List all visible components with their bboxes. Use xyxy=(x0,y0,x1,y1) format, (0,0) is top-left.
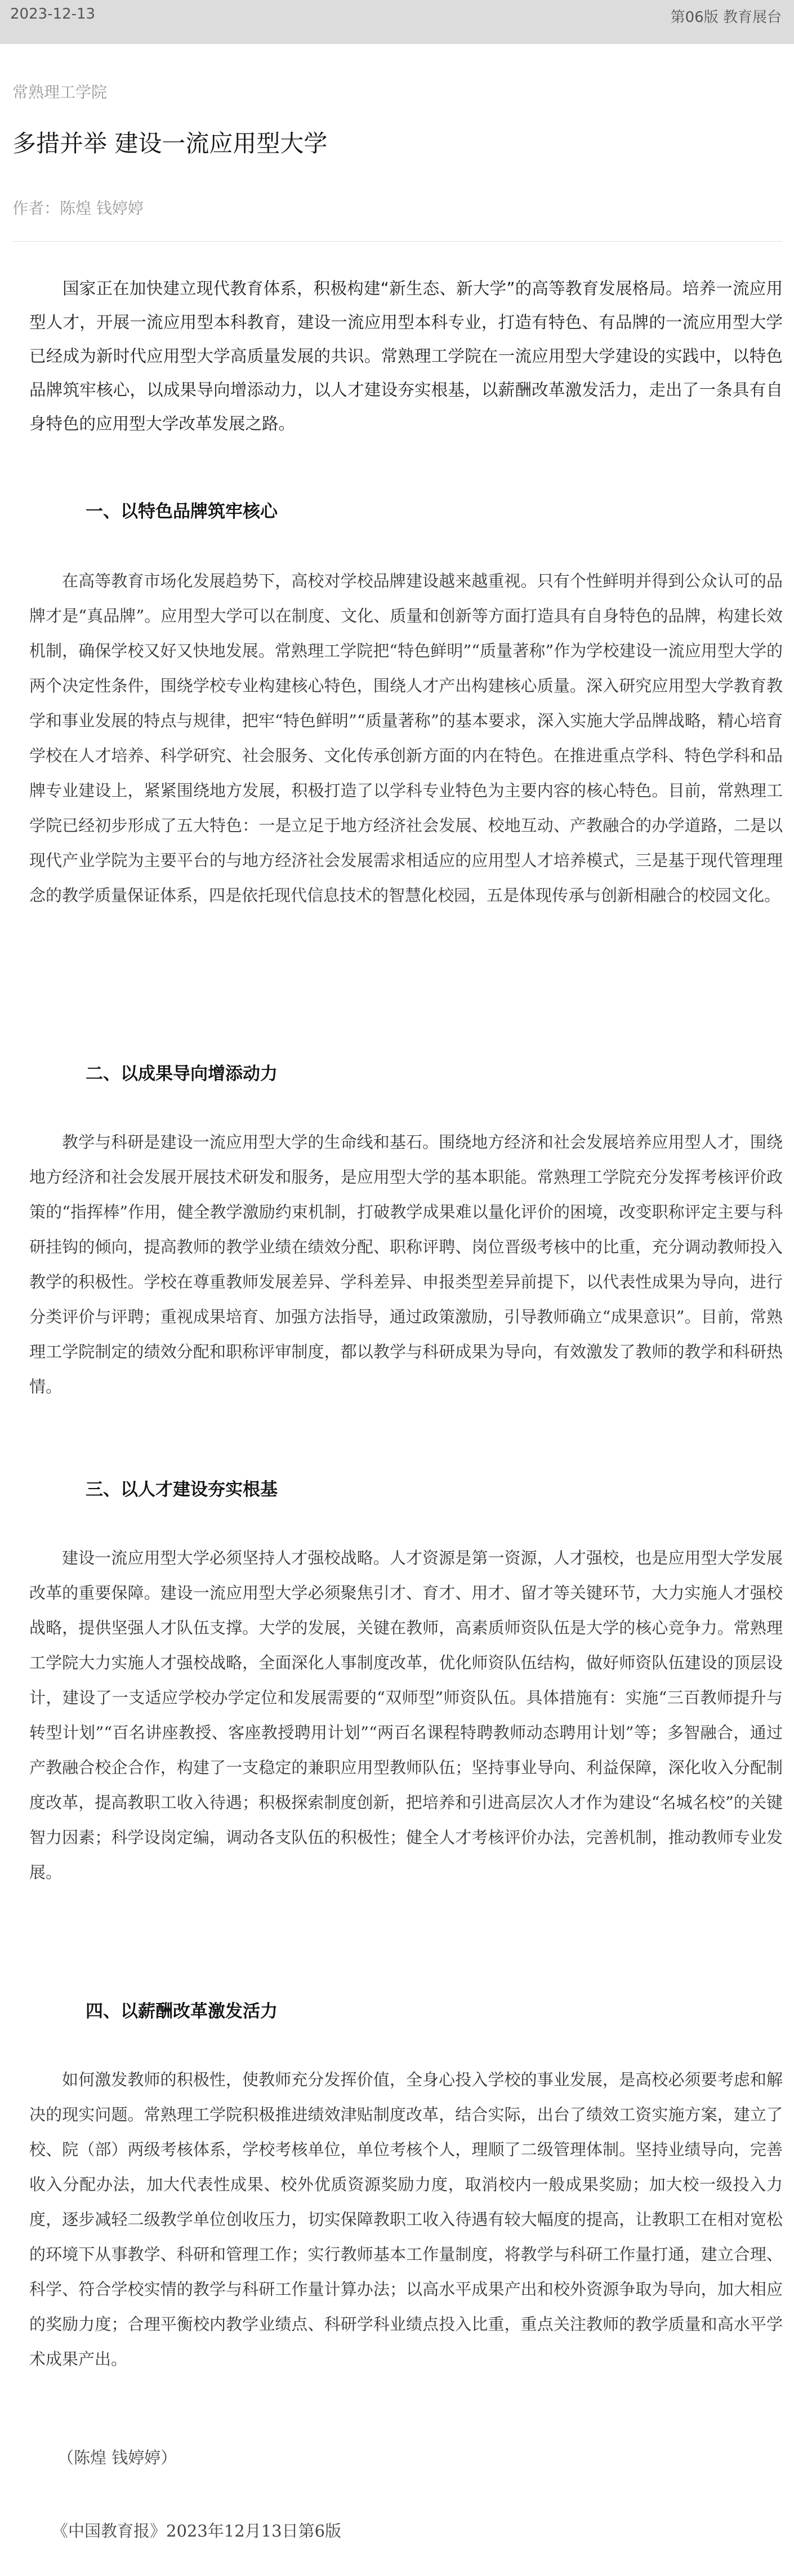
article-source: 常熟理工学院 xyxy=(12,83,108,101)
section-body-2: 教学与科研是建设一流应用型大学的生命线和基石。围绕地方经济和社会发展培养应用型人才，围绕地方经济和社会发展开展技术研发和服务，是应用型大学的基本职能。常熟理工学院充分发挥考核评价政策的“指挥棒”作用，健全教学激励约束机制，打破教学成果难以量化评价的困境，改变职称评定主要与科研挂钩的倾向，提高教师的教学业绩在绩效分配、职称评聘、岗位晋级考核中的比重，充分调动教师投入教学的积极性。学校在尊重教师发展差异、学科差异、申报类型差异前提下，以代表性成果为导向，进行分类评价与评聘；重视成果培育、加强方法指导，通过政策激励，引导教师确立“成果意识”。目前，常熟理工学院制定的绩效分配和职称评审制度，都以教学与科研成果为导向，有效激发了教师的教学和科研热情。 xyxy=(29,1132,783,1396)
section-heading-3: 三、以人才建设夯实根基 xyxy=(86,1480,278,1500)
section-body-4: 如何激发教师的积极性，使教师充分发挥价值，全身心投入学校的事业发展，是高校必须要考虑和解决的现实问题。常熟理工学院积极推进绩效津贴制度改革，结合实际，出台了绩效工资实施方案，建立了校、院（部）两级考核体系，学校考核单位，单位考核个人，理顺了二级管理体制。坚持业绩导向，完善收入分配办法，加大代表性成果、校外优质资源奖励力度，取消校内一般成果奖励；加大校一级投入力度，逐步减轻二级教学单位创收压力，切实保障教职工收入待遇有较大幅度的提高，让教职工在相对宽松的环境下从事教学、科研和管理工作；实行教师基本工作量制度，将教学与科研工作量打通，建立合理、科学、符合学校实情的教学与科研工作量计算办法；以高水平成果产出和校外资源争取为导向，加大相应的奖励力度；合理平衡校内教学业绩点、科研学科业绩点投入比重，重点关注教师的教学质量和高水平学术成果产出。 xyxy=(29,2070,783,2369)
section-body-1: 在高等教育市场化发展趋势下，高校对学校品牌建设越来越重视。只有个性鲜明并得到公众认可的品牌才是“真品牌”。应用型大学可以在制度、文化、质量和创新等方面打造具有自身特色的品牌，构建长效机制，确保学校又好又快地发展。常熟理工学院把“特色鲜明”“质量著称”作为学校建设一流应用型大学的两个决定性条件，围绕学校专业构建核心特色，围绕人才产出构建核心质量。深入研究应用型大学教育教学和事业发展的特点与规律，把牢“特色鲜明”“质量著称”的基本要求，深入实施大学品牌战略，精心培育学校在人才培养、科学研究、社会服务、文化传承创新方面的内在特色。在推进重点学科、特色学科和品牌专业建设上，紧紧围绕地方发展，积极打造了以学科专业特色为主要内容的核心特色。目前，常熟理工学院已经初步形成了五大特色：一是立足于地方经济社会发展、校地互动、产教融合的办学道路，二是以现代产业学院为主要平台的与地方经济社会发展需求相适应的应用型人才培养模式，三是基于现代管理理念的教学质量保证体系，四是依托现代信息技术的智慧化校园，五是体现传承与创新相融合的校园文化。 xyxy=(29,571,783,905)
section-heading-2: 二、以成果导向增添动力 xyxy=(86,1064,278,1084)
newspaper-header-bar xyxy=(0,0,794,44)
article-author: 作者：陈煌 钱婷婷 xyxy=(12,199,144,217)
section-body-3: 建设一流应用型大学必须坚持人才强校战略。人才资源是第一资源，人才强校，也是应用型大学发展改革的重要保障。建设一流应用型大学必须聚焦引才、育才、用才、留才等关键环节，大力实施人才强校战略，提供坚强人才队伍支撑。大学的发展，关键在教师，高素质师资队伍是大学的核心竞争力。常熟理工学院大力实施人才强校战略，全面深化人事制度改革，优化师资队伍结构，做好师资队伍建设的顶层设计，建设了一支适应学校办学定位和发展需要的“双师型”师资队伍。具体措施有：实施“三百教师提升与转型计划”“百名讲座教授、客座教授聘用计划”“两百名课程特聘教师动态聘用计划”等；多智融合，通过产教融合校企合作，构建了一支稳定的兼职应用型教师队伍；坚持事业导向、利益保障，深化收入分配制度改革，提高教职工收入待遇；积极探索制度创新，把培养和引进高层次人才作为建设“名城名校”的关键智力因素；科学设岗定编，调动各支队伍的积极性；健全人才考核评价办法，完善机制，推动教师专业发展。 xyxy=(29,1548,783,1882)
lead-paragraph: 国家正在加快建立现代教育体系，积极构建“新生态、新大学”的高等教育发展格局。培养一流应用型人才，开展一流应用型本科教育，建设一流应用型本科专业，打造有特色、有品牌的一流应用型大学已经成为新时代应用型大学高质量发展的共识。常熟理工学院在一流应用型大学建设的实践中，以特色品牌筑牢核心，以成果导向增添动力，以人才建设夯实根基，以薪酬改革激发活力，走出了一条具有自身特色的应用型大学改革发展之路。 xyxy=(29,279,783,433)
header-divider xyxy=(12,241,782,242)
issue-date: 2023-12-13 xyxy=(10,6,96,23)
section-heading-4: 四、以薪酬改革激发活力 xyxy=(86,2001,278,2022)
author-signature: （陈煌 钱婷婷） xyxy=(57,2448,177,2467)
section-heading-1: 一、以特色品牌筑牢核心 xyxy=(86,501,278,522)
publication-reference: 《中国教育报》2023年12月13日第6版 xyxy=(52,2521,342,2541)
article-title: 多措并举 建设一流应用型大学 xyxy=(12,130,328,157)
edition-label: 第06版 教育展台 xyxy=(670,9,782,26)
